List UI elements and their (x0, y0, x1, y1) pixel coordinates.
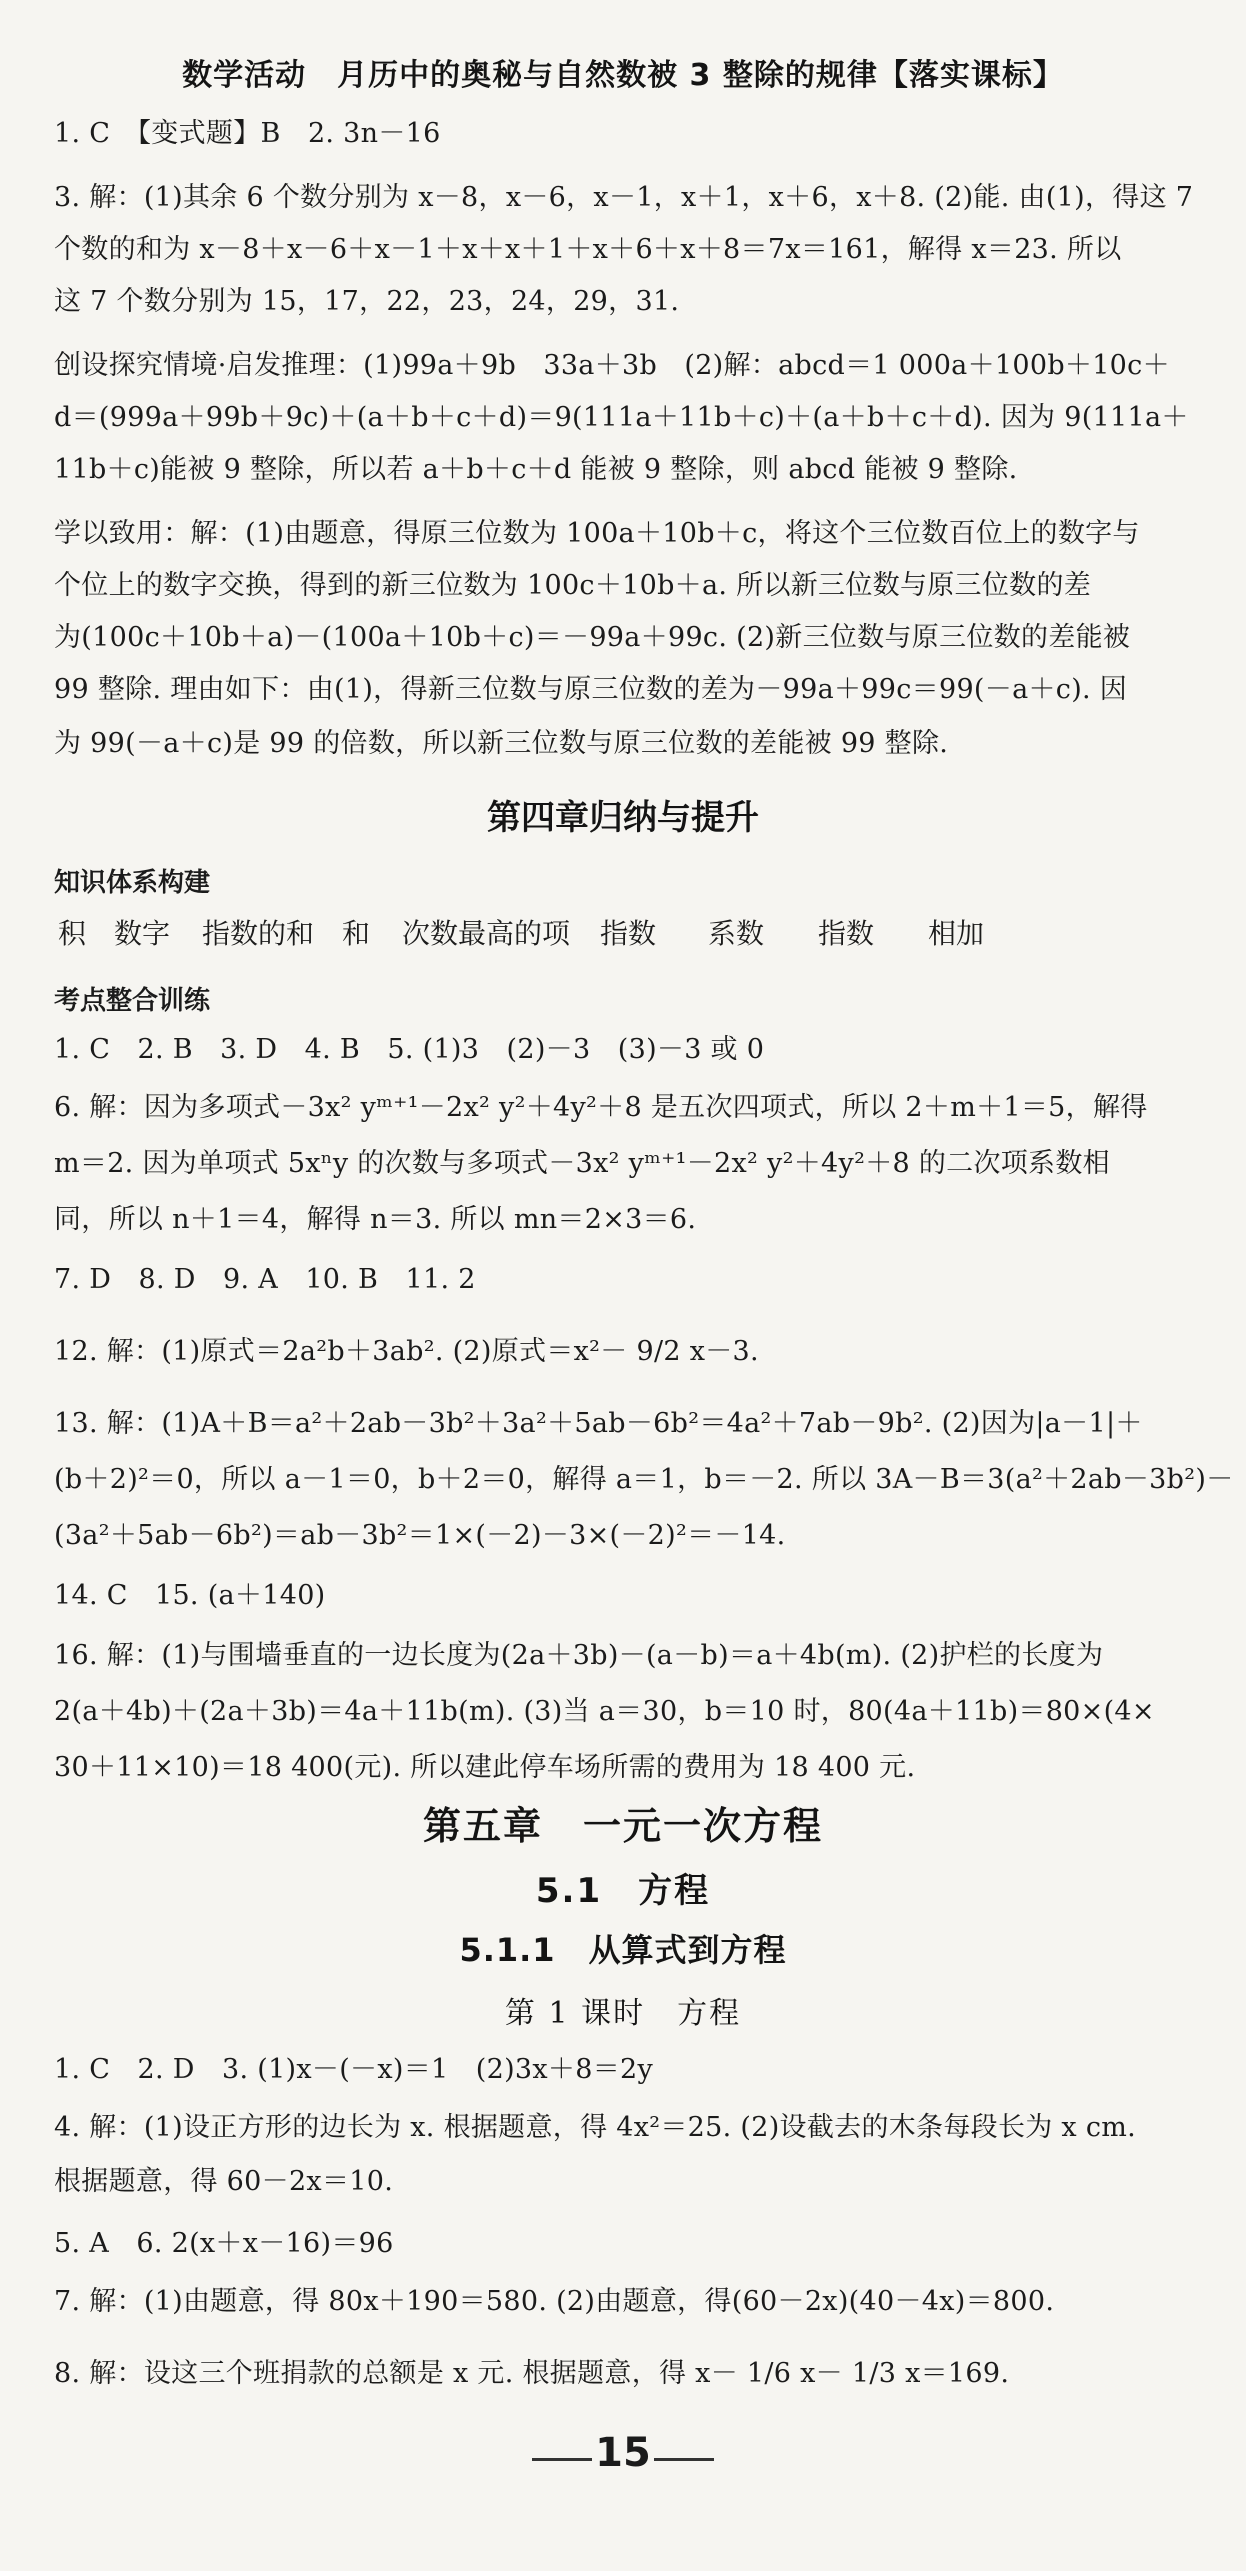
chapter-5-title: 第五章 一元一次方程 (422, 1804, 823, 1848)
answer-line: 30＋11×10)＝18 400(元). 所以建此停车场所需的费用为 18 400 元. (54, 1752, 916, 1783)
answer-line: 为 99(－a＋c)是 99 的倍数，所以新三位数与原三位数的差能被 99 整除. (54, 728, 949, 759)
answer-line: 这 7 个数分别为 15，17，22，23，24，29，31. (54, 286, 680, 317)
lesson-title: 第 1 课时 方程 (504, 1996, 742, 2031)
keyword: 指数 (818, 917, 875, 950)
answer-line: 14. C 15. (a＋140) (54, 1580, 326, 1611)
answer-line: 11b＋c)能被 9 整除，所以若 a＋b＋c＋d 能被 9 整除，则 abcd 能被 9 整除. (54, 454, 1018, 485)
section-title-math-activity: 数学活动 月历中的奥秘与自然数被 3 整除的规律【落实课标】 (182, 58, 1064, 93)
heading-knowledge-system: 知识体系构建 (54, 868, 211, 898)
answer-line: (b＋2)²＝0，所以 a－1＝0，b＋2＝0，解得 a＝1，b＝－2. 所以 3A－B＝3(a²＋2ab－3b²)－ (54, 1464, 1234, 1495)
answer-line: 2(a＋4b)＋(2a＋3b)＝4a＋11b(m). (3)当 a＝30，b＝10 时，80(4a＋11b)＝80×(4× (54, 1696, 1155, 1727)
answer-line: 16. 解：(1)与围墙垂直的一边长度为(2a＋3b)－(a－b)＝a＋4b(m). (2)护栏的长度为 (54, 1640, 1104, 1671)
keyword: 系数 (708, 917, 765, 950)
keyword: 指数 (600, 917, 657, 950)
answer-line: 1. C 2. B 3. D 4. B 5. (1)3 (2)－3 (3)－3 或 0 (54, 1034, 765, 1065)
page-number: 15 (595, 2430, 651, 2476)
subsection-5-1-1-title: 5.1.1 从算式到方程 (459, 1931, 787, 1969)
answer-line: 7. D 8. D 9. A 10. B 11. 2 (54, 1264, 476, 1295)
answer-line: 4. 解：(1)设正方形的边长为 x. 根据题意，得 4x²＝25. (2)设截去的木条每段长为 x cm. (54, 2112, 1137, 2143)
answer-line: 7. 解：(1)由题意，得 80x＋190＝580. (2)由题意，得(60－2x)(40－4x)＝800. (54, 2286, 1055, 2317)
answer-line: 99 整除. 理由如下：由(1)，得新三位数与原三位数的差为－99a＋99c＝99(－a＋c). 因 (54, 674, 1128, 705)
answer-line: 个数的和为 x－8＋x－6＋x－1＋x＋x＋1＋x＋6＋x＋8＝7x＝161，解得 x＝23. 所以 (54, 234, 1122, 265)
section-5-1-title: 5.1 方程 (535, 1871, 711, 1911)
answer-line: 12. 解：(1)原式＝2a²b＋3ab². (2)原式＝x²－ 9/2 x－3. (54, 1336, 759, 1367)
answer-line: (3a²＋5ab－6b²)＝ab－3b²＝1×(－2)－3×(－2)²＝－14. (54, 1520, 786, 1551)
keyword: 数字 (114, 917, 171, 950)
heading-exam-points-training: 考点整合训练 (54, 986, 211, 1016)
answer-line: 13. 解：(1)A＋B＝a²＋2ab－3b²＋3a²＋5ab－6b²＝4a²＋7ab－9b². (2)因为|a－1|＋ (54, 1408, 1143, 1439)
answer-line: 5. A 6. 2(x＋x－16)＝96 (54, 2228, 394, 2259)
answer-line: 同，所以 n＋1＝4，解得 n＝3. 所以 mn＝2×3＝6. (54, 1204, 697, 1235)
answer-line: 8. 解：设这三个班捐款的总额是 x 元. 根据题意，得 x－ 1/6 x－ 1/3 x＝169. (54, 2358, 1010, 2389)
keyword: 指数的和 (202, 917, 315, 950)
answer-line: d＝(999a＋99b＋9c)＋(a＋b＋c＋d)＝9(111a＋11b＋c)＋(a＋b＋c＋d). 因为 9(111a＋ (54, 402, 1189, 433)
answer-line: 个位上的数字交换，得到的新三位数为 100c＋10b＋a. 所以新三位数与原三位数的差 (54, 570, 1092, 601)
page-number-dash-right (654, 2458, 714, 2461)
chapter-4-summary-title: 第四章归纳与提升 (487, 798, 759, 838)
keyword: 相加 (928, 917, 985, 950)
keyword: 和 (342, 917, 371, 950)
keyword: 积 (58, 917, 87, 950)
answer-line: m＝2. 因为单项式 5xⁿy 的次数与多项式－3x² yᵐ⁺¹－2x² y²＋4y²＋8 的二次项系数相 (54, 1148, 1110, 1179)
answer-line: 学以致用：解：(1)由题意，得原三位数为 100a＋10b＋c，将这个三位数百位上的数字与 (54, 518, 1140, 549)
answer-line: 6. 解：因为多项式－3x² yᵐ⁺¹－2x² y²＋4y²＋8 是五次四项式，所以 2＋m＋1＝5，解得 (54, 1092, 1148, 1123)
keyword: 次数最高的项 (402, 917, 571, 950)
answer-line: 创设探究情境·启发推理：(1)99a＋9b 33a＋3b (2)解：abcd＝1 000a＋100b＋10c＋ (54, 350, 1170, 381)
answer-line: 1. C 2. D 3. (1)x－(－x)＝1 (2)3x＋8＝2y (54, 2054, 654, 2085)
answer-line: 根据题意，得 60－2x＝10. (54, 2166, 394, 2197)
answer-line: 3. 解：(1)其余 6 个数分别为 x－8，x－6，x－1，x＋1，x＋6，x＋8. (2)能. 由(1)，得这 7 (54, 182, 1194, 213)
answer-line: 为(100c＋10b＋a)－(100a＋10b＋c)＝－99a＋99c. (2)新三位数与原三位数的差能被 (54, 622, 1131, 653)
answer-line: 1. C 【变式题】B 2. 3n－16 (54, 118, 441, 149)
